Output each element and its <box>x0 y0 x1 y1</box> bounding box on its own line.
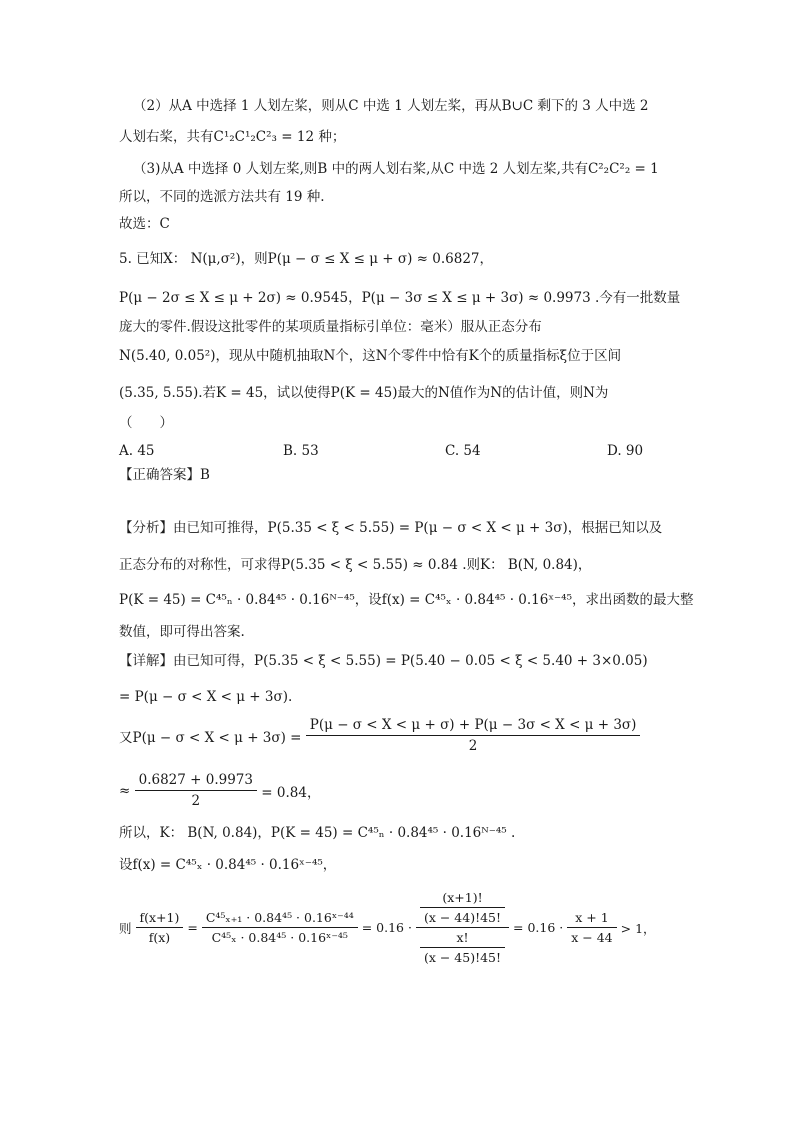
question-5-line-1: 5. 已知X： N(μ,σ²)，则P(μ − σ ≤ X ≤ μ + σ) ≈ 0.6827， <box>119 251 494 267</box>
detail-equation-approx <box>119 772 320 809</box>
solution-total-line: 所以，不同的选派方法共有 19 种. <box>119 189 325 205</box>
fraction-numerator: (x+1)! <box>420 890 505 908</box>
approx-result: = 0.84， <box>261 784 321 801</box>
question-5-line-4: N(5.40, 0.05²)，现从中随机抽取N个，这N个零件中恰有K个的质量指标ξ位于区间 <box>119 348 622 364</box>
fraction-numerator: x! <box>420 930 505 948</box>
ratio-f-fraction <box>136 910 184 945</box>
fraction-denominator: f(x) <box>148 930 171 945</box>
fraction-denominator: 2 <box>191 793 201 809</box>
approx-sign: ≈ <box>119 782 131 799</box>
option-b: B. 53 <box>283 443 319 459</box>
question-5-line-5: (5.35, 5.55).若K = 45，试以使得P(K = 45)最大的N值作为N的估计值，则N为 <box>119 385 609 401</box>
ratio-prefix: 则 <box>119 920 132 936</box>
fraction-denominator: x − 44 <box>571 930 613 945</box>
ratio-compound-fraction <box>416 890 509 965</box>
inequality-suffix: > 1， <box>620 920 656 936</box>
equals-sign: = <box>187 920 198 935</box>
solution-case-3-line: （3)从A 中选择 0 人划左桨,则B 中的两人划右桨,从C 中选 2 人划左桨,共有C²₂C²₂ = 1 <box>133 161 659 177</box>
detail-line-binomial: 所以，K： B(N, 0.84)，P(K = 45) = C⁴⁵ₙ · 0.84⁴⁵ · 0.16ᴺ⁻⁴⁵ . <box>119 825 516 841</box>
ratio-c-fraction <box>202 910 358 945</box>
analysis-line-3: P(K = 45) = C⁴⁵ₙ · 0.84⁴⁵ · 0.16ᴺ⁻⁴⁵，设f(x) = C⁴⁵ₓ · 0.84⁴⁵ · 0.16ˣ⁻⁴⁵，求出函数的最大整 <box>119 592 694 608</box>
detail-equation-average <box>119 717 640 754</box>
fraction-denominator: C⁴⁵ₓ · 0.84⁴⁵ · 0.16ˣ⁻⁴⁵ <box>211 930 348 945</box>
fraction-numerator: 0.6827 + 0.9973 <box>135 772 257 791</box>
fraction-numerator: x + 1 <box>567 910 616 928</box>
fraction-numerator: f(x+1) <box>136 910 184 928</box>
fraction-approx <box>135 772 257 809</box>
question-5-line-2: P(μ − 2σ ≤ X ≤ μ + 2σ) ≈ 0.9545，P(μ − 3σ ≤ X ≤ μ + 3σ) ≈ 0.9973 .今有一批数量 <box>119 290 681 306</box>
option-d: D. 90 <box>607 443 644 459</box>
inner-fraction-top <box>420 890 505 925</box>
solution-case-2-line-2: 人划右桨，共有C¹₂C¹₂C²₃ = 12 种； <box>119 129 346 145</box>
correct-answer: 【正确答案】B <box>119 467 210 483</box>
fraction-denominator: 2 <box>468 738 478 754</box>
fraction-average <box>306 717 641 754</box>
fraction-denominator: (x − 44)!45! <box>423 910 502 925</box>
fraction-denominator: (x − 45)!45! <box>423 950 502 965</box>
analysis-line-1: 【分析】由已知可推得，P(5.35 < ξ < 5.55) = P(μ − σ < X < μ + 3σ)，根据已知以及 <box>119 520 663 536</box>
question-5-bracket: （ ） <box>119 415 173 431</box>
equation-prefix: 又P(μ − σ < X < μ + 3σ) = <box>119 729 302 746</box>
compound-denominator <box>416 928 509 965</box>
detail-ratio-equation <box>119 890 656 965</box>
ratio-final-fraction <box>567 910 616 945</box>
equals-factor: = 0.16 · <box>361 920 412 935</box>
question-5-line-3: 庞大的零件.假设这批零件的某项质量指标引单位：毫米）服从正态分布 <box>119 319 542 335</box>
analysis-line-2: 正态分布的对称性，可求得P(5.35 < ξ < 5.55) ≈ 0.84 .则K： B(N, 0.84)， <box>119 557 592 573</box>
solution-case-2-line-1: （2）从A 中选择 1 人划左桨，则从C 中选 1 人划左桨，再从B∪C 剩下的 3 人中选 2 <box>133 98 649 114</box>
fraction-numerator: P(μ − σ < X < μ + σ) + P(μ − 3σ < X < μ + 3σ) <box>306 717 641 736</box>
option-a: A. 45 <box>119 443 155 459</box>
inner-fraction-bottom <box>420 930 505 965</box>
analysis-line-4: 数值，即可得出答案. <box>119 624 245 640</box>
compound-numerator <box>416 890 509 928</box>
detail-line-define-f: 设f(x) = C⁴⁵ₓ · 0.84⁴⁵ · 0.16ˣ⁻⁴⁵， <box>119 857 337 873</box>
equals-factor: = 0.16 · <box>513 920 564 935</box>
option-c: C. 54 <box>445 443 481 459</box>
fraction-numerator: C⁴⁵ₓ₊₁ · 0.84⁴⁵ · 0.16ˣ⁻⁴⁴ <box>202 910 358 928</box>
detail-line-1: 【详解】由已知可得，P(5.35 < ξ < 5.55) = P(5.40 − 0.05 < ξ < 5.40 + 3×0.05) <box>119 653 648 669</box>
detail-line-2: = P(μ − σ < X < μ + 3σ). <box>119 689 293 705</box>
choose-answer-line: 故选：C <box>119 216 170 232</box>
